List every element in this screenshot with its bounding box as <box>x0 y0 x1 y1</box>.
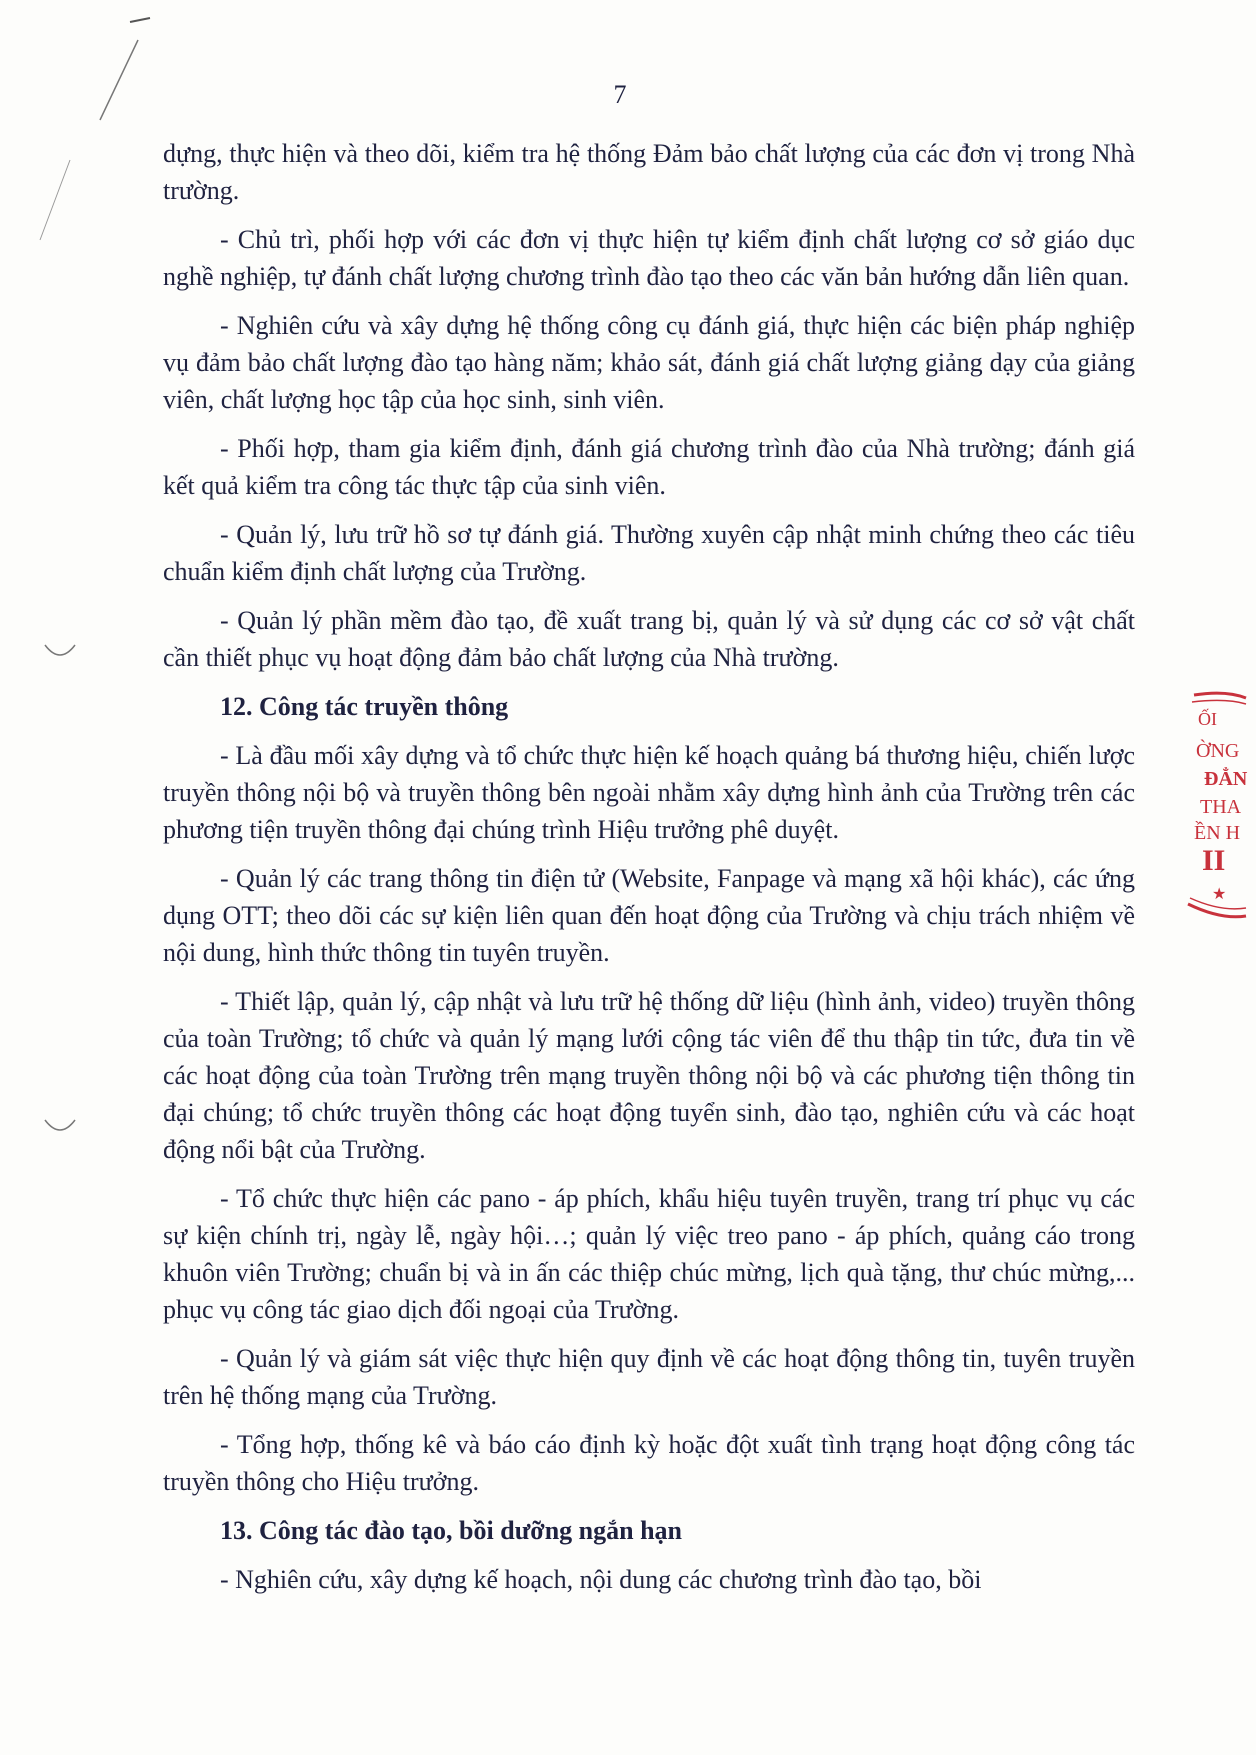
seal-text-6: II <box>1202 844 1226 877</box>
punch-hole-mark-2 <box>40 1115 80 1145</box>
list-item: - Tổ chức thực hiện các pano - áp phích, khẩu hiệu tuyên truyền, trang trí phục vụ các sự kiện chính trị, ngày lễ, ngày hội…; quản lý việc treo pano - áp phích, quảng cáo trong khuôn viên Trường; chuẩn bị và in ấn các thiệp chúc mừng, lịch quà tặng, thư chúc mừng,... phục vụ công tác giao dịch đối ngoại của Trường. <box>163 1184 1135 1324</box>
paragraph-continuation: dựng, thực hiện và theo dõi, kiểm tra hệ thống Đảm bảo chất lượng của các đơn vị trong Nhà trường. <box>163 139 1135 205</box>
seal-text-2: ỜNG <box>1196 740 1240 762</box>
list-item: - Nghiên cứu, xây dựng kế hoạch, nội dung các chương trình đào tạo, bồi <box>220 1565 982 1594</box>
list-item: - Quản lý, lưu trữ hồ sơ tự đánh giá. Thường xuyên cập nhật minh chứng theo các tiêu chuẩn kiểm định chất lượng của Trường. <box>163 520 1135 586</box>
list-item: - Quản lý và giám sát việc thực hiện quy định về các hoạt động thông tin, tuyên truyền trên hệ thống mạng của Trường. <box>163 1344 1135 1410</box>
list-item: - Nghiên cứu và xây dựng hệ thống công cụ đánh giá, thực hiện các biện pháp nghiệp vụ đảm bảo chất lượng đào tạo hàng năm; khảo sát, đánh giá chất lượng giảng dạy của giảng viên, chất lượng học tập của học sinh, sinh viên. <box>163 311 1135 414</box>
official-seal-stamp <box>1186 690 1256 940</box>
list-item: - Thiết lập, quản lý, cập nhật và lưu trữ hệ thống dữ liệu (hình ảnh, video) truyền thông của toàn Trường; tổ chức và quản lý mạng lưới cộng tác viên để thu thập tin tức, đưa tin về các hoạt động của toàn Trường trên mạng truyền thông nội bộ và các phương tiện thông tin đại chúng; tổ chức truyền thông các hoạt động tuyển sinh, đào tạo, nghiên cứu và các hoạt động nổi bật của Trường. <box>163 987 1135 1164</box>
document-body <box>163 135 1135 1610</box>
punch-hole-mark-1 <box>40 640 80 670</box>
seal-text-1: ỐI <box>1198 709 1217 729</box>
page-number: 7 <box>613 80 627 109</box>
section-heading-communications: 12. Công tác truyền thông <box>220 692 509 721</box>
scan-artifact-top-left <box>30 10 140 240</box>
list-item: - Phối hợp, tham gia kiểm định, đánh giá chương trình đào của Nhà trường; đánh giá kết quả kiểm tra công tác thực tập của sinh viên. <box>163 434 1135 500</box>
list-item: - Là đầu mối xây dựng và tổ chức thực hiện kế hoạch quảng bá thương hiệu, chiến lược truyền thông nội bộ và truyền thông bên ngoài nhằm xây dựng hình ảnh của Trường trên các phương tiện truyền thông đại chúng trình Hiệu trưởng phê duyệt. <box>163 741 1135 844</box>
list-item: - Chủ trì, phối hợp với các đơn vị thực hiện tự kiểm định chất lượng cơ sở giáo dục nghề nghiệp, tự đánh chất lượng chương trình đào tạo theo các văn bản hướng dẫn liên quan. <box>163 225 1135 291</box>
list-item: - Quản lý phần mềm đào tạo, đề xuất trang bị, quản lý và sử dụng các cơ sở vật chất cần thiết phục vụ hoạt động đảm bảo chất lượng của Nhà trường. <box>163 606 1135 672</box>
seal-star-icon: ★ <box>1212 886 1227 903</box>
list-item: - Tổng hợp, thống kê và báo cáo định kỳ hoặc đột xuất tình trạng hoạt động công tác truyền thông cho Hiệu trưởng. <box>163 1430 1135 1496</box>
seal-text-5: ỀN H <box>1194 822 1241 844</box>
seal-text-3: ĐẲN <box>1204 768 1248 790</box>
section-heading-short-term-training: 13. Công tác đào tạo, bồi dưỡng ngắn hạn <box>220 1516 682 1545</box>
seal-text-4: THA <box>1200 796 1242 818</box>
list-item: - Quản lý các trang thông tin điện tử (Website, Fanpage và mạng xã hội khác), các ứng dụng OTT; theo dõi các sự kiện liên quan đến hoạt động của Trường và chịu trách nhiệm về nội dung, hình thức thông tin tuyên truyền. <box>163 864 1135 967</box>
